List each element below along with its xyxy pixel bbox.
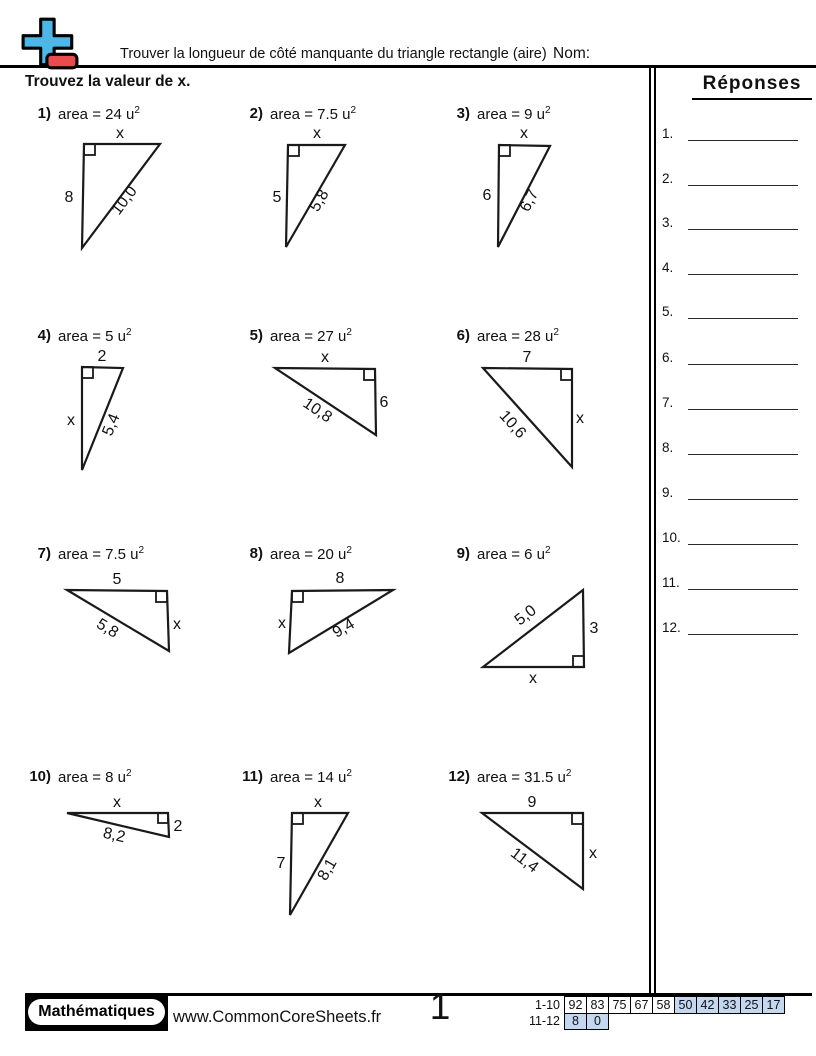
area-text: area = 5 u: [58, 328, 126, 345]
label-right-side: x: [589, 845, 597, 862]
grade-cell: 67: [631, 997, 653, 1014]
answers-panel: [649, 68, 812, 993]
problem-1: [25, 103, 230, 321]
answer-number: 11.: [662, 575, 680, 590]
grade-cell: 0: [587, 1013, 609, 1030]
answer-blank-7[interactable]: [688, 391, 798, 410]
answer-row-4: [662, 257, 798, 275]
label-left-side: x: [67, 412, 75, 429]
grade-cell: 58: [653, 997, 675, 1014]
triangle-figure: [237, 103, 442, 321]
problem-12: [444, 766, 649, 984]
area-exponent: 2: [346, 768, 352, 779]
answer-blank-9[interactable]: [688, 481, 798, 500]
triangle-figure: [444, 766, 649, 984]
label-right-side: 6: [379, 394, 389, 411]
grade-cell: 75: [609, 997, 631, 1014]
label-left-side: 5: [272, 189, 282, 206]
brand-box: [25, 993, 168, 1031]
label-hypotenuse: 6,7: [516, 187, 543, 215]
answer-number: 5.: [662, 304, 674, 319]
answer-row-2: [662, 168, 798, 186]
problem-number: 12): [448, 768, 470, 785]
area-exponent: 2: [350, 105, 357, 116]
answer-number: 1.: [662, 126, 674, 141]
label-top-side: 9: [527, 794, 537, 811]
area-exponent: 2: [553, 327, 559, 338]
answer-row-6: [662, 347, 798, 365]
area-text: area = 28 u: [477, 328, 554, 345]
answers-title: Réponses: [692, 73, 812, 100]
problem-11: [237, 766, 442, 984]
grade-cell: 83: [587, 997, 609, 1014]
page-number: 1: [429, 986, 451, 1027]
problem-3: [444, 103, 649, 321]
answer-number: 12.: [662, 620, 681, 635]
answer-number: 9.: [662, 485, 674, 500]
label-top-side: x: [116, 125, 124, 142]
answer-row-9: [662, 482, 798, 500]
area-exponent: 2: [134, 105, 140, 116]
area-exponent: 2: [138, 545, 145, 556]
grade-cell: 33: [719, 997, 741, 1014]
answer-row-11: [662, 572, 798, 590]
problem-number: 4): [37, 327, 51, 344]
problem-number: 2): [249, 105, 263, 122]
label-left-side: x: [278, 615, 286, 632]
answer-row-10: [662, 527, 798, 545]
answer-row-7: [662, 392, 798, 410]
area-exponent: 2: [125, 327, 132, 338]
problem-9: [444, 543, 649, 761]
area-text: area = 27 u: [270, 328, 347, 345]
label-left-side: 7: [276, 855, 286, 872]
answer-blank-8[interactable]: [688, 436, 798, 455]
area-text: area = 8 u: [58, 769, 126, 786]
label-right-side: 3: [589, 620, 599, 637]
label-hypotenuse: 5,8: [93, 615, 122, 642]
label-hypotenuse: 10,0: [108, 183, 141, 219]
answer-number: 4.: [662, 260, 674, 275]
answer-row-3: [662, 212, 798, 230]
problem-number: 10): [29, 768, 51, 785]
label-top-side: 8: [335, 570, 345, 587]
area-text: area = 24 u: [58, 106, 135, 123]
problem-number: 3): [456, 105, 470, 122]
grade-cell: 25: [741, 997, 763, 1014]
grading-row-label: 1-10: [534, 997, 560, 1012]
answer-number: 8.: [662, 440, 674, 455]
area-text: area = 14 u: [270, 769, 347, 786]
problem-10: [25, 766, 230, 984]
problem-number: 7): [37, 545, 51, 562]
area-exponent: 2: [565, 768, 572, 779]
area-exponent: 2: [544, 105, 551, 116]
problem-7: [25, 543, 230, 761]
area-text: area = 20 u: [270, 546, 347, 563]
label-top-side: x: [313, 125, 321, 142]
triangle-figure: [444, 543, 649, 761]
problem-number: 8): [249, 545, 263, 562]
grading-row-label: 11-12: [528, 1014, 560, 1029]
problem-number: 11): [242, 768, 263, 785]
area-text: area = 9 u: [477, 106, 545, 123]
grading-row-1: [500, 997, 785, 1014]
problem-2: [237, 103, 442, 321]
answer-number: 10.: [662, 530, 681, 545]
area-text: area = 7.5 u: [58, 546, 139, 563]
problem-number: 5): [249, 327, 263, 344]
label-hypotenuse: 10,8: [299, 394, 335, 427]
triangle-figure: [25, 325, 230, 543]
website-link: www.CommonCoreSheets.fr: [173, 1008, 382, 1026]
answer-row-12: [662, 617, 798, 635]
answer-blank-2[interactable]: [688, 167, 798, 186]
label-hypotenuse: 8,1: [314, 855, 341, 884]
answer-blank-12[interactable]: [688, 616, 798, 635]
answer-number: 3.: [662, 215, 674, 230]
label-top-side: x: [321, 349, 329, 366]
answer-row-5: [662, 301, 798, 319]
label-left-side: 6: [482, 187, 492, 204]
label-hypotenuse: 5,8: [306, 186, 333, 215]
answer-blank-6[interactable]: [688, 346, 798, 365]
name-label: Nom:: [553, 45, 591, 62]
answer-number: 7.: [662, 395, 674, 410]
problem-number: 9): [456, 545, 470, 562]
brand-label: Mathématiques: [28, 999, 164, 1025]
instruction-text: Trouvez la valeur de x.: [25, 73, 191, 90]
label-top-side: x: [314, 794, 322, 811]
triangle-figure: [444, 103, 649, 321]
answer-row-1: [662, 123, 798, 141]
label-top-side: 5: [112, 571, 122, 588]
answer-blank-10[interactable]: [688, 526, 798, 545]
grading-table: [500, 996, 785, 1030]
label-left-side: 8: [64, 189, 74, 206]
area-exponent: 2: [346, 327, 352, 338]
answer-blank-1[interactable]: [688, 122, 798, 141]
triangle-figure: [25, 766, 230, 984]
label-hypotenuse: 5,4: [99, 411, 124, 439]
answer-blank-3[interactable]: [688, 211, 798, 230]
label-top-side: 7: [522, 349, 532, 366]
label-hypotenuse: 5,0: [511, 602, 540, 630]
problem-8: [237, 543, 442, 761]
area-exponent: 2: [125, 768, 132, 779]
label-top-side: 2: [97, 348, 107, 365]
grading-row-2: [500, 1013, 785, 1030]
label-hypotenuse: 11,4: [507, 844, 542, 877]
worksheet-title: Trouver la longueur de côté manquante du triangle rectangle (aire): [120, 46, 547, 62]
label-hypotenuse: 9,4: [329, 615, 358, 642]
problem-5: [237, 325, 442, 543]
area-text: area = 7.5 u: [270, 106, 351, 123]
label-hypotenuse: 8,2: [101, 824, 127, 847]
grade-cell: 17: [763, 997, 785, 1014]
triangle-figure: [444, 325, 649, 543]
answer-blank-11[interactable]: [688, 571, 798, 590]
problem-number: 6): [456, 327, 470, 344]
area-text: area = 6 u: [477, 546, 545, 563]
header-divider: [0, 65, 816, 68]
answer-row-8: [662, 437, 798, 455]
answer-number: 6.: [662, 350, 674, 365]
label-right-side: x: [173, 616, 181, 633]
plus-minus-logo-icon: [20, 17, 80, 71]
label-top-side: x: [520, 125, 528, 142]
grade-cell: 50: [675, 997, 697, 1014]
triangle-figure: [237, 766, 442, 984]
label-bottom-side: x: [529, 670, 537, 687]
grade-cell: 92: [565, 997, 587, 1014]
area-text: area = 31.5 u: [477, 769, 566, 786]
triangle-figure: [25, 543, 230, 761]
answer-number: 2.: [662, 171, 674, 186]
answer-blank-4[interactable]: [688, 256, 798, 275]
label-top-side: x: [113, 794, 121, 811]
area-exponent: 2: [346, 545, 352, 556]
grade-cell: 8: [565, 1013, 587, 1030]
triangle-figure: [237, 325, 442, 543]
problem-number: 1): [37, 105, 51, 122]
label-right-side: x: [576, 410, 584, 427]
answer-blank-5[interactable]: [688, 300, 798, 319]
problem-6: [444, 325, 649, 543]
problem-4: [25, 325, 230, 543]
label-right-side: 2: [173, 818, 183, 835]
area-exponent: 2: [544, 545, 551, 556]
grade-cell: 42: [697, 997, 719, 1014]
label-hypotenuse: 10,6: [495, 407, 530, 442]
